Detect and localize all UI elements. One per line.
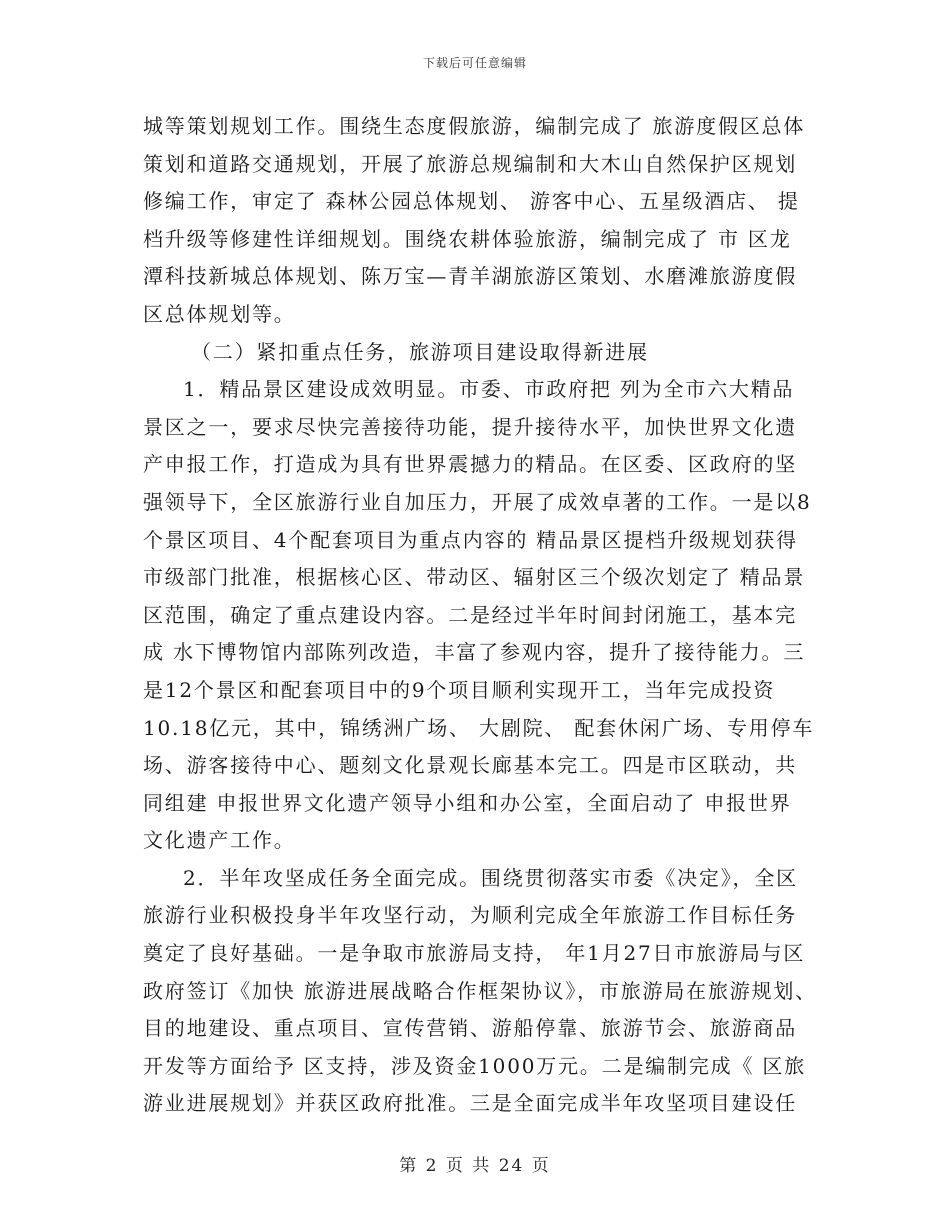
text-line: 区总体规划等。 (143, 301, 296, 326)
text-line: 市级部门批准，根据核心区、带动区、辐射区三个级次划定了 精品景 (143, 565, 806, 590)
text-line: 文化遗产工作。 (143, 828, 296, 853)
text-line: 潭科技新城总体规划、陈万宝—青羊湖旅游区策划、水磨滩旅游度假 (143, 264, 797, 289)
text-line: 城等策划规划工作。围绕生态度假旅游，编制完成了 旅游度假区总体 (143, 114, 806, 138)
text-line: 游业进展规划》并获区政府批准。三是全面完成半年攻坚项目建设任 (143, 1091, 797, 1116)
page-header: 下载后可任意编辑 (422, 56, 527, 70)
text-line: 产申报工作，打造成为具有世界震撼力的精品。在区委、区政府的坚 (143, 452, 797, 477)
text-line: 10.18亿元，其中，锦绣洲广场、 大剧院、 配套休闲广场、专用停车 (143, 715, 815, 740)
section-heading: （二）紧扣重点任务，旅游项目建设取得新进展 (191, 339, 649, 364)
text-line: 修编工作，审定了 森林公园总体规划、 游客中心、五星级酒店、 提 (143, 189, 800, 214)
text-line: 场、游客接待中心、题刻文化景观长廊基本完工。四是市区联动，共 (143, 753, 797, 778)
text-line: 目的地建设、重点项目、宣传营销、游船停靠、旅游节会、旅游商品 (143, 1016, 797, 1041)
text-line: 成 水下博物馆内部陈列改造，丰富了参观内容，提升了接待能力。三 (143, 640, 806, 665)
paragraph-start-line: 1．精品景区建设成效明显。市委、市政府把 列为全市六大精品 (183, 377, 795, 402)
text-line: 奠定了良好基础。一是争取市旅游局支持， 年1月27日市旅游局与区 (143, 941, 806, 966)
text-line: 景区之一，要求尽快完善接待功能，提升接待水平，加快世界文化遗 (143, 414, 797, 439)
text-line: 强领导下，全区旅游行业自加压力，开展了成效卓著的工作。一是以8 (143, 489, 812, 514)
text-line: 档升级等修建性详细规划。围绕农耕体验旅游，编制完成了 市 区龙 (143, 226, 792, 251)
text-line: 策划和道路交通规划，开展了旅游总规编制和大木山自然保护区规划 (143, 151, 797, 176)
text-line: 旅游行业积极投身半年攻坚行动，为顺利完成全年旅游工作目标任务 (143, 903, 797, 928)
text-line: 开发等方面给予 区支持，涉及资金1000万元。二是编制完成《 区旅 (143, 1053, 807, 1078)
text-line: 是12个景区和配套项目中的9个项目顺利实现开工，当年完成投资 (143, 677, 776, 702)
page-number-footer: 第 2 页 共 24 页 (399, 1156, 551, 1176)
text-line: 区范围，确定了重点建设内容。二是经过半年时间封闭施工，基本完 (143, 602, 797, 627)
text-line: 同组建 申报世界文化遗产领导小组和办公室，全面启动了 申报世界 (143, 790, 792, 815)
text-line: 个景区项目、4个配套项目为重点内容的 精品景区提档升级规划获得 (143, 527, 798, 552)
document-body (143, 108, 823, 1123)
text-line: 政府签订《加快 旅游进展战略合作框架协议》，市旅游局在旅游规划、 (143, 978, 817, 1003)
paragraph-start-line: 2．半年攻坚成任务全面完成。围绕贯彻落实市委《决定》，全区 (183, 865, 798, 890)
